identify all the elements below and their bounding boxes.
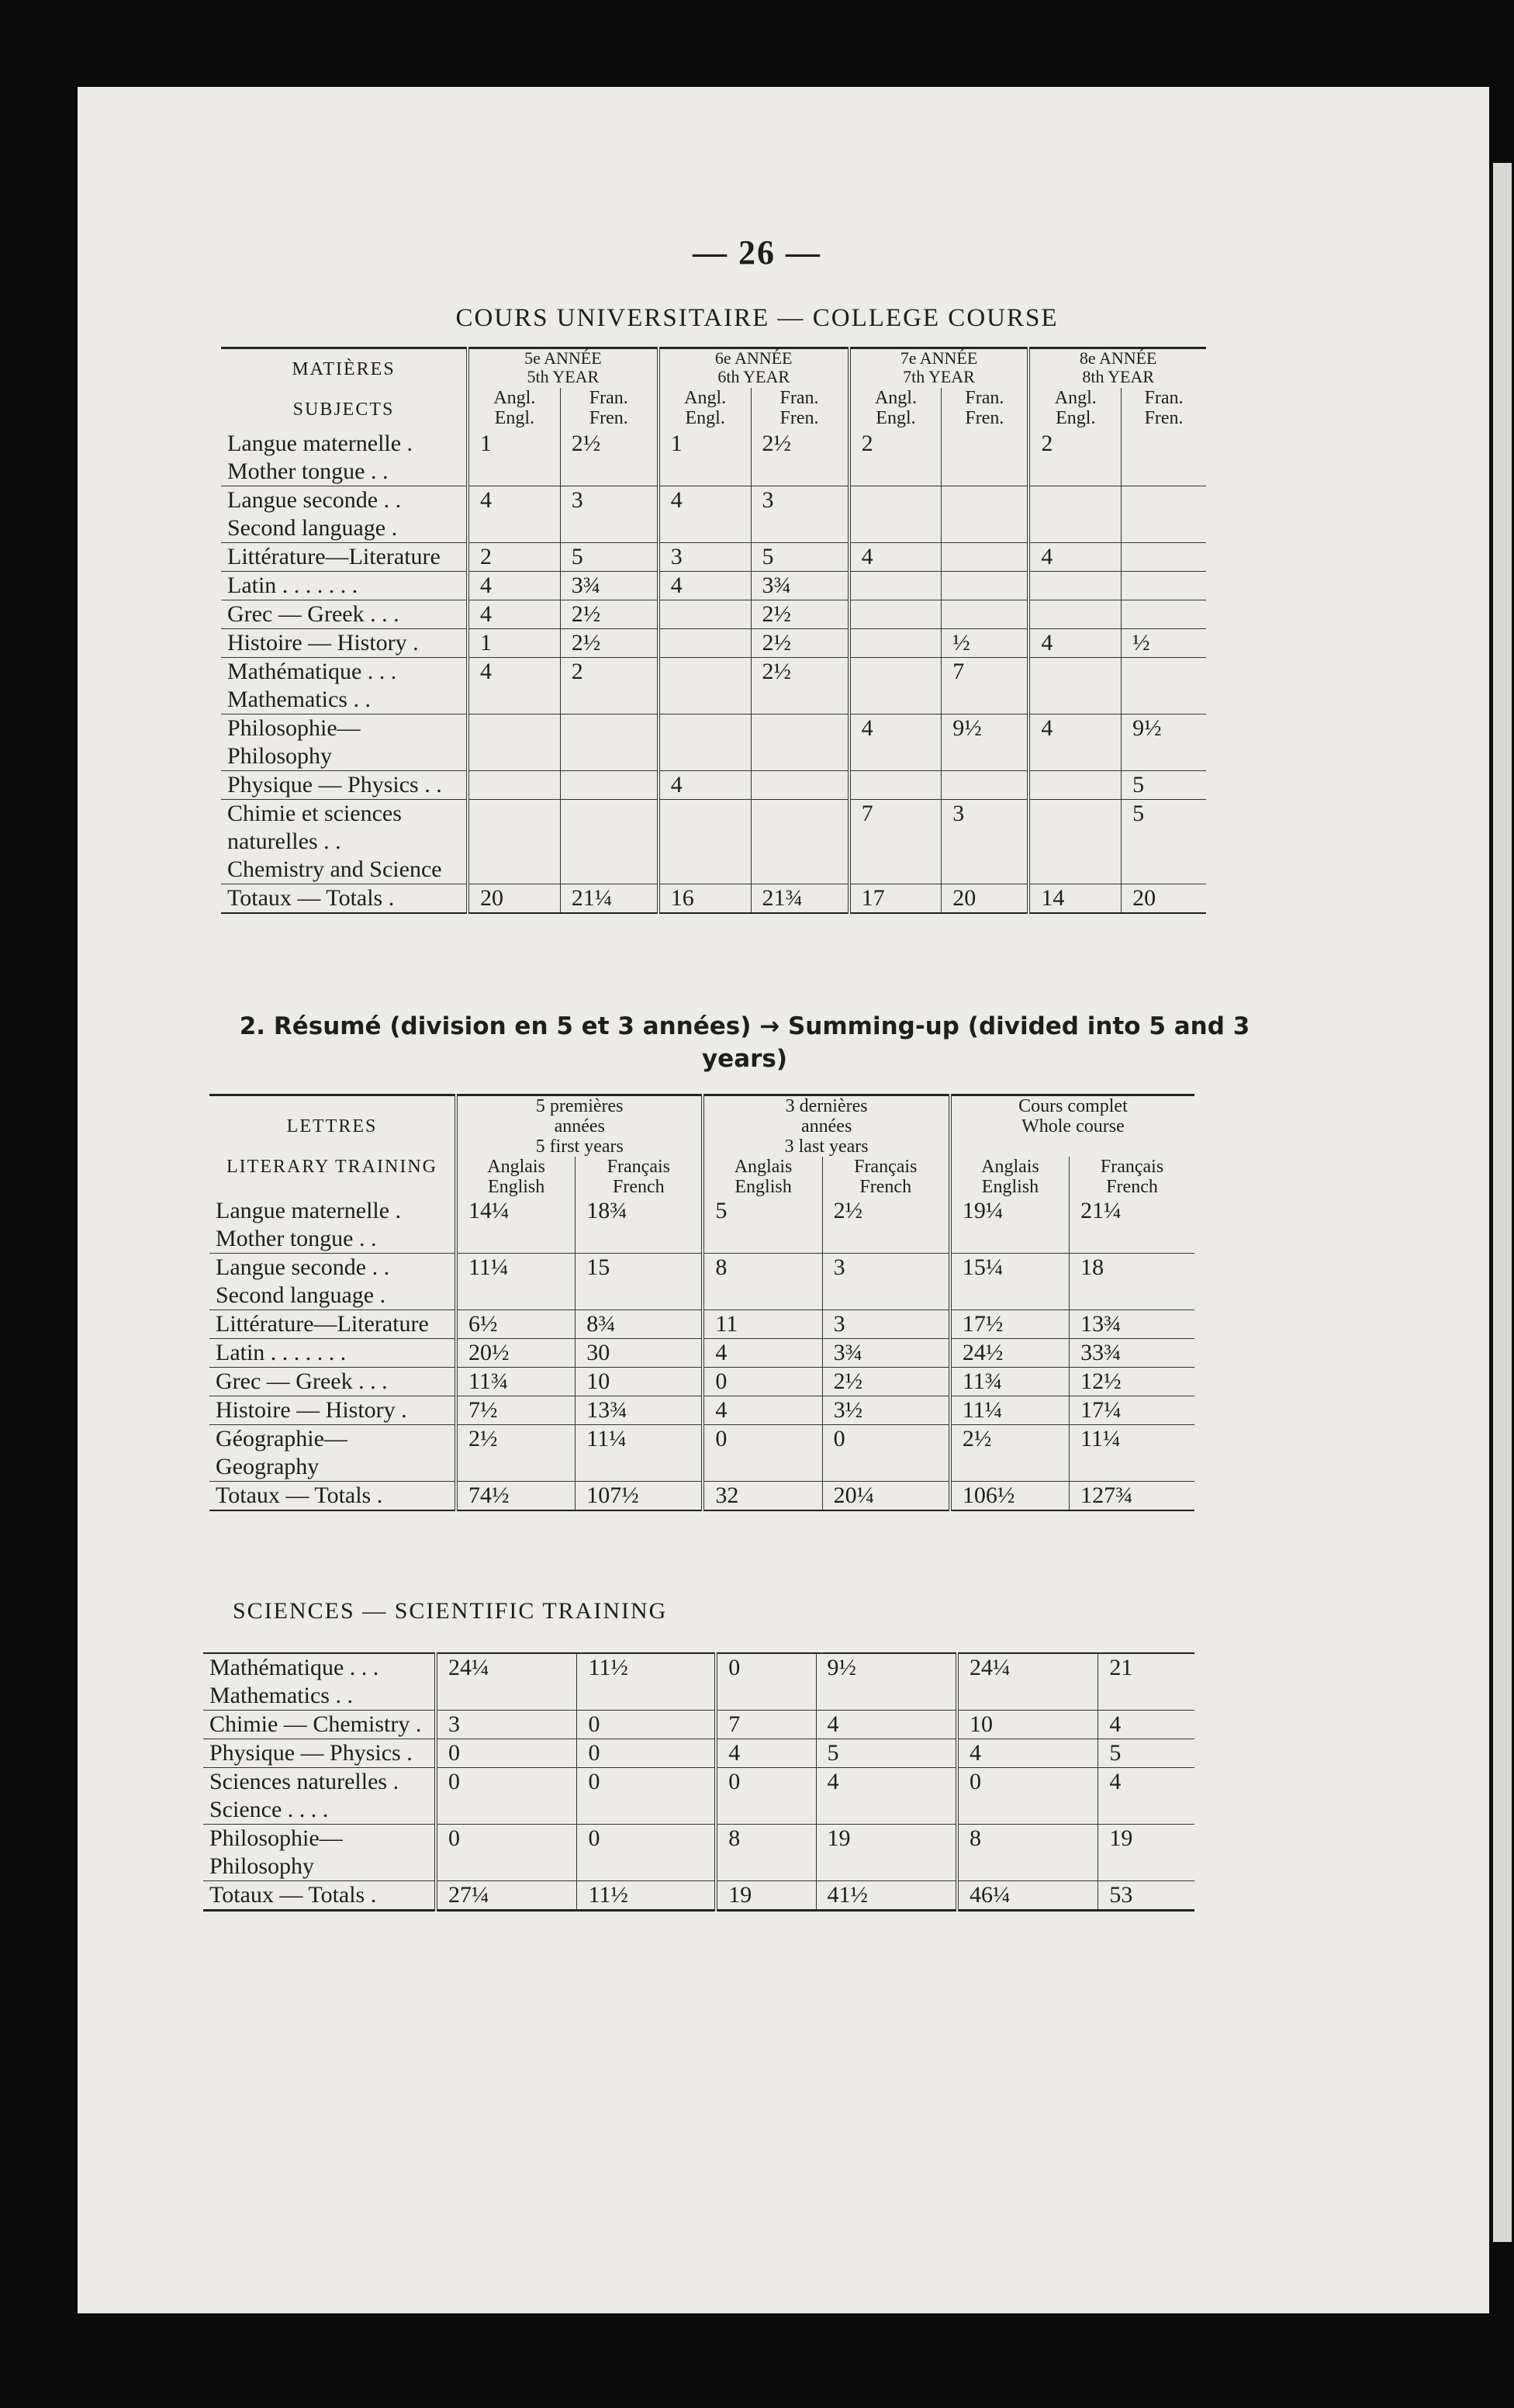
value-cell: 13¾ <box>1070 1310 1194 1339</box>
value-cell: 24¼ <box>436 1653 577 1711</box>
value-cell <box>1028 771 1121 800</box>
value-cell <box>658 800 751 884</box>
value-cell: 8 <box>957 1825 1098 1881</box>
french-col: Français French <box>822 1157 950 1197</box>
value-cell: 4 <box>1098 1768 1194 1825</box>
table-row <box>203 1881 1194 1911</box>
value-cell: 2½ <box>950 1425 1070 1482</box>
value-cell: 11 <box>703 1310 822 1339</box>
value-cell <box>560 714 658 771</box>
value-cell: 15 <box>576 1254 703 1310</box>
value-cell: 11¾ <box>456 1368 576 1396</box>
value-cell: 3¾ <box>822 1339 950 1368</box>
value-cell: 11¼ <box>950 1396 1070 1425</box>
subject-cell: Physique — Physics . <box>203 1739 436 1768</box>
value-cell <box>1028 600 1121 629</box>
value-cell: 7 <box>849 800 942 884</box>
value-cell: ½ <box>942 629 1029 658</box>
value-cell <box>658 714 751 771</box>
value-cell: 3 <box>822 1254 950 1310</box>
fren-col: Fran. Fren. <box>1122 388 1206 430</box>
value-cell <box>658 629 751 658</box>
value-cell: 3 <box>751 486 849 543</box>
value-cell: 41½ <box>816 1881 957 1911</box>
value-cell: 7 <box>716 1711 816 1739</box>
value-cell: 0 <box>436 1768 577 1825</box>
value-cell: 18¾ <box>576 1197 703 1254</box>
value-cell: 3 <box>658 543 751 572</box>
value-cell: 32 <box>703 1482 822 1511</box>
value-cell <box>751 800 849 884</box>
value-cell: 20 <box>1122 884 1206 914</box>
value-cell <box>1028 800 1121 884</box>
value-cell: 12½ <box>1070 1368 1194 1396</box>
value-cell: 127¾ <box>1070 1482 1194 1511</box>
group-whole-course: Cours complet Whole course <box>950 1095 1194 1157</box>
letters-header: LETTRES LITERARY TRAINING <box>226 1116 437 1177</box>
table-row <box>209 1339 1194 1368</box>
value-cell: 2 <box>849 430 942 486</box>
value-cell <box>1122 543 1206 572</box>
value-cell: 2½ <box>751 658 849 714</box>
table-row <box>203 1825 1194 1881</box>
french-col: Français French <box>576 1157 703 1197</box>
value-cell: 4 <box>468 600 560 629</box>
sciences-rows <box>203 1653 1194 1911</box>
subject-cell: Mathématique . . . Mathematics . . <box>203 1653 436 1711</box>
value-cell: 4 <box>1028 543 1121 572</box>
fren-col: Fran. Fren. <box>942 388 1029 430</box>
subject-cell: Histoire — History . <box>221 629 468 658</box>
value-cell <box>849 658 942 714</box>
value-cell: 4 <box>957 1739 1098 1768</box>
engl-col: Angl. Engl. <box>849 388 942 430</box>
college-course-table <box>221 347 1206 914</box>
subject-cell: Géographie—Geography <box>209 1425 456 1482</box>
subject-cell: Totaux — Totals . <box>216 1483 383 1508</box>
value-cell: 9½ <box>816 1653 957 1711</box>
engl-col: Angl. Engl. <box>1028 388 1121 430</box>
value-cell: 1 <box>468 430 560 486</box>
value-cell: 15¼ <box>950 1254 1070 1310</box>
value-cell: 20 <box>942 884 1029 914</box>
group-3-last-years: 3 dernières années 3 last years <box>703 1095 949 1157</box>
value-cell: 2 <box>1028 430 1121 486</box>
value-cell: 20 <box>468 884 560 914</box>
value-cell: 11¼ <box>1070 1425 1194 1482</box>
value-cell: 0 <box>957 1768 1098 1825</box>
value-cell: 2½ <box>456 1425 576 1482</box>
value-cell: 1 <box>468 629 560 658</box>
value-cell <box>849 486 942 543</box>
value-cell: 5 <box>1098 1739 1194 1768</box>
value-cell: 11¼ <box>456 1254 576 1310</box>
value-cell: 3½ <box>822 1396 950 1425</box>
value-cell: 13¾ <box>576 1396 703 1425</box>
value-cell: 5 <box>1122 800 1206 884</box>
value-cell <box>1122 430 1206 486</box>
sciences-summary-table <box>203 1652 1194 1912</box>
value-cell <box>942 430 1029 486</box>
value-cell: 0 <box>577 1768 716 1825</box>
value-cell <box>751 771 849 800</box>
subject-cell: Chimie et sciences naturelles . . Chemistry and Science <box>221 800 468 884</box>
english-col: Anglais English <box>950 1157 1070 1197</box>
value-cell <box>849 771 942 800</box>
value-cell: 21 <box>1098 1653 1194 1711</box>
value-cell: 4 <box>468 572 560 600</box>
subject-cell: Langue seconde . . Second language . <box>209 1254 456 1310</box>
group-5-first-years: 5 premières années 5 first years <box>456 1095 703 1157</box>
subjects-header-fr: MATIÈRES <box>292 359 396 379</box>
value-cell: 20¼ <box>822 1482 950 1511</box>
table-row <box>209 1425 1194 1482</box>
value-cell <box>468 800 560 884</box>
table-row <box>209 1368 1194 1396</box>
page-number: — 26 — <box>693 234 821 272</box>
value-cell: 4 <box>658 486 751 543</box>
table-row <box>221 714 1206 771</box>
english-col: Anglais English <box>703 1157 822 1197</box>
table-row <box>203 1739 1194 1768</box>
value-cell: 53 <box>1098 1881 1194 1911</box>
subject-cell: Chimie — Chemistry . <box>203 1711 436 1739</box>
value-cell: 2½ <box>560 629 658 658</box>
table-row <box>221 800 1206 884</box>
subject-cell: Latin . . . . . . . <box>209 1339 456 1368</box>
value-cell: 4 <box>658 572 751 600</box>
table-row <box>209 1254 1194 1310</box>
table-row <box>209 1396 1194 1425</box>
value-cell: 21¼ <box>1070 1197 1194 1254</box>
value-cell: 11¾ <box>950 1368 1070 1396</box>
table-row <box>221 600 1206 629</box>
subject-cell: Histoire — History . <box>209 1396 456 1425</box>
value-cell <box>1122 658 1206 714</box>
value-cell: 0 <box>436 1825 577 1881</box>
value-cell: 30 <box>576 1339 703 1368</box>
value-cell: 2½ <box>751 600 849 629</box>
value-cell: 4 <box>703 1396 822 1425</box>
table-row <box>209 1482 1194 1511</box>
value-cell: 8 <box>703 1254 822 1310</box>
value-cell: 17 <box>849 884 942 914</box>
year-5-header: 5e ANNÉE 5th YEAR <box>468 348 658 388</box>
value-cell: 4 <box>849 714 942 771</box>
value-cell <box>942 543 1029 572</box>
value-cell: 74½ <box>456 1482 576 1511</box>
subject-cell: Sciences naturelles . Science . . . . <box>203 1768 436 1825</box>
year-8-header: 8e ANNÉE 8th YEAR <box>1028 348 1206 388</box>
subject-cell: Langue maternelle . Mother tongue . . <box>221 430 468 486</box>
value-cell: 9½ <box>942 714 1029 771</box>
subject-cell: Littérature—Literature <box>221 543 468 572</box>
value-cell <box>658 658 751 714</box>
value-cell: 3 <box>822 1310 950 1339</box>
fren-col: Fran. Fren. <box>751 388 849 430</box>
value-cell <box>1028 658 1121 714</box>
value-cell: 7½ <box>456 1396 576 1425</box>
subject-cell: Littérature—Literature <box>209 1310 456 1339</box>
value-cell: 1 <box>658 430 751 486</box>
value-cell: 8¾ <box>576 1310 703 1339</box>
value-cell: 16 <box>658 884 751 914</box>
value-cell: 0 <box>703 1425 822 1482</box>
value-cell: 4 <box>468 486 560 543</box>
fren-col: Fran. Fren. <box>560 388 658 430</box>
subjects-header <box>221 348 468 431</box>
value-cell: 3 <box>436 1711 577 1739</box>
value-cell: 4 <box>849 543 942 572</box>
value-cell: 2 <box>468 543 560 572</box>
subject-cell: Totaux — Totals . <box>209 1882 377 1908</box>
value-cell: 106½ <box>950 1482 1070 1511</box>
value-cell <box>942 771 1029 800</box>
value-cell <box>942 600 1029 629</box>
subject-cell: Grec — Greek . . . <box>221 600 468 629</box>
value-cell <box>1028 486 1121 543</box>
value-cell: 107½ <box>576 1482 703 1511</box>
table-row <box>203 1768 1194 1825</box>
value-cell: 2½ <box>751 430 849 486</box>
subject-cell: Philosophie—Philosophy <box>203 1825 436 1881</box>
value-cell <box>751 714 849 771</box>
value-cell: 6½ <box>456 1310 576 1339</box>
value-cell: 20½ <box>456 1339 576 1368</box>
subject-cell: Mathématique . . . Mathematics . . <box>221 658 468 714</box>
value-cell <box>1122 572 1206 600</box>
table-row <box>221 543 1206 572</box>
value-cell: 10 <box>576 1368 703 1396</box>
value-cell <box>849 629 942 658</box>
value-cell: 17½ <box>950 1310 1070 1339</box>
value-cell: 2½ <box>751 629 849 658</box>
value-cell: 19 <box>1098 1825 1194 1881</box>
value-cell <box>468 771 560 800</box>
subject-cell: Grec — Greek . . . <box>209 1368 456 1396</box>
value-cell: 0 <box>436 1739 577 1768</box>
value-cell <box>942 572 1029 600</box>
value-cell: 11¼ <box>576 1425 703 1482</box>
value-cell: 2 <box>560 658 658 714</box>
table-row <box>209 1197 1194 1254</box>
value-cell: 5 <box>1122 771 1206 800</box>
value-cell: 10 <box>957 1711 1098 1739</box>
value-cell: 3¾ <box>560 572 658 600</box>
value-cell: 11½ <box>577 1881 716 1911</box>
value-cell: 0 <box>577 1711 716 1739</box>
value-cell: 24¼ <box>957 1653 1098 1711</box>
value-cell <box>849 572 942 600</box>
value-cell: 2½ <box>560 430 658 486</box>
value-cell <box>560 771 658 800</box>
value-cell: 11½ <box>577 1653 716 1711</box>
value-cell: 5 <box>703 1197 822 1254</box>
value-cell: 7 <box>942 658 1029 714</box>
value-cell: 0 <box>716 1768 816 1825</box>
value-cell <box>468 714 560 771</box>
value-cell: ½ <box>1122 629 1206 658</box>
value-cell: 27¼ <box>436 1881 577 1911</box>
adjacent-page-edge <box>1493 163 1512 2242</box>
value-cell: 3 <box>560 486 658 543</box>
subjects-header-en: SUBJECTS <box>292 400 395 420</box>
table-row <box>221 572 1206 600</box>
value-cell: 5 <box>816 1739 957 1768</box>
value-cell: 8 <box>716 1825 816 1881</box>
value-cell: 4 <box>1028 714 1121 771</box>
value-cell: 4 <box>703 1339 822 1368</box>
table-row <box>209 1310 1194 1339</box>
value-cell <box>658 600 751 629</box>
value-cell: 14¼ <box>456 1197 576 1254</box>
year-7-header: 7e ANNÉE 7th YEAR <box>849 348 1029 388</box>
value-cell: 4 <box>1028 629 1121 658</box>
value-cell: 2½ <box>822 1197 950 1254</box>
letters-summary-table <box>209 1094 1194 1511</box>
letters-rows <box>209 1197 1194 1510</box>
table-row <box>221 884 1206 914</box>
value-cell: 0 <box>716 1653 816 1711</box>
value-cell <box>942 486 1029 543</box>
value-cell: 0 <box>703 1368 822 1396</box>
value-cell: 0 <box>822 1425 950 1482</box>
college-course-title: COURS UNIVERSITAIRE — COLLEGE COURSE <box>455 304 1059 332</box>
value-cell <box>1028 572 1121 600</box>
value-cell: 19 <box>716 1881 816 1911</box>
subject-cell: Philosophie—Philosophy <box>221 714 468 771</box>
value-cell: 0 <box>577 1739 716 1768</box>
subject-cell: Langue maternelle . Mother tongue . . <box>209 1197 456 1254</box>
value-cell: 5 <box>751 543 849 572</box>
value-cell: 4 <box>716 1739 816 1768</box>
table-row <box>221 629 1206 658</box>
value-cell: 17¼ <box>1070 1396 1194 1425</box>
value-cell: 46¼ <box>957 1881 1098 1911</box>
value-cell <box>1122 486 1206 543</box>
year-6-header: 6e ANNÉE 6th YEAR <box>658 348 849 388</box>
value-cell: 4 <box>1098 1711 1194 1739</box>
value-cell: 4 <box>816 1768 957 1825</box>
value-cell: 9½ <box>1122 714 1206 771</box>
value-cell: 24½ <box>950 1339 1070 1368</box>
sciences-header: SCIENCES — SCIENTIFIC TRAINING <box>233 1598 668 1624</box>
value-cell: 5 <box>560 543 658 572</box>
subject-cell: Totaux — Totals . <box>227 885 395 911</box>
value-cell <box>560 800 658 884</box>
value-cell: 4 <box>658 771 751 800</box>
value-cell: 18 <box>1070 1254 1194 1310</box>
value-cell: 0 <box>577 1825 716 1881</box>
summary-title: 2. Résumé (division en 5 et 3 années) → Summing-up (divided into 5 and 3 years) <box>239 1012 1250 1073</box>
value-cell: 4 <box>816 1711 957 1739</box>
subject-cell: Latin . . . . . . . <box>221 572 468 600</box>
value-cell: 19¼ <box>950 1197 1070 1254</box>
english-col: Anglais English <box>456 1157 576 1197</box>
value-cell <box>1122 600 1206 629</box>
value-cell: 14 <box>1028 884 1121 914</box>
value-cell <box>849 600 942 629</box>
value-cell: 2½ <box>560 600 658 629</box>
subject-cell: Physique — Physics . . <box>221 771 468 800</box>
french-col: Français French <box>1070 1157 1194 1197</box>
value-cell: 21¾ <box>751 884 849 914</box>
value-cell: 2½ <box>822 1368 950 1396</box>
subject-cell: Langue seconde . . Second language . <box>221 486 468 543</box>
table-row <box>221 658 1206 714</box>
engl-col: Angl. Engl. <box>468 388 560 430</box>
table-row <box>203 1653 1194 1711</box>
value-cell: 3¾ <box>751 572 849 600</box>
value-cell: 4 <box>468 658 560 714</box>
value-cell: 33¾ <box>1070 1339 1194 1368</box>
college-course-rows <box>221 430 1206 913</box>
table-row <box>221 430 1206 486</box>
table-row <box>203 1711 1194 1739</box>
table-row <box>221 771 1206 800</box>
value-cell: 3 <box>942 800 1029 884</box>
engl-col: Angl. Engl. <box>658 388 751 430</box>
table-row <box>221 486 1206 543</box>
value-cell: 21¼ <box>560 884 658 914</box>
value-cell: 19 <box>816 1825 957 1881</box>
